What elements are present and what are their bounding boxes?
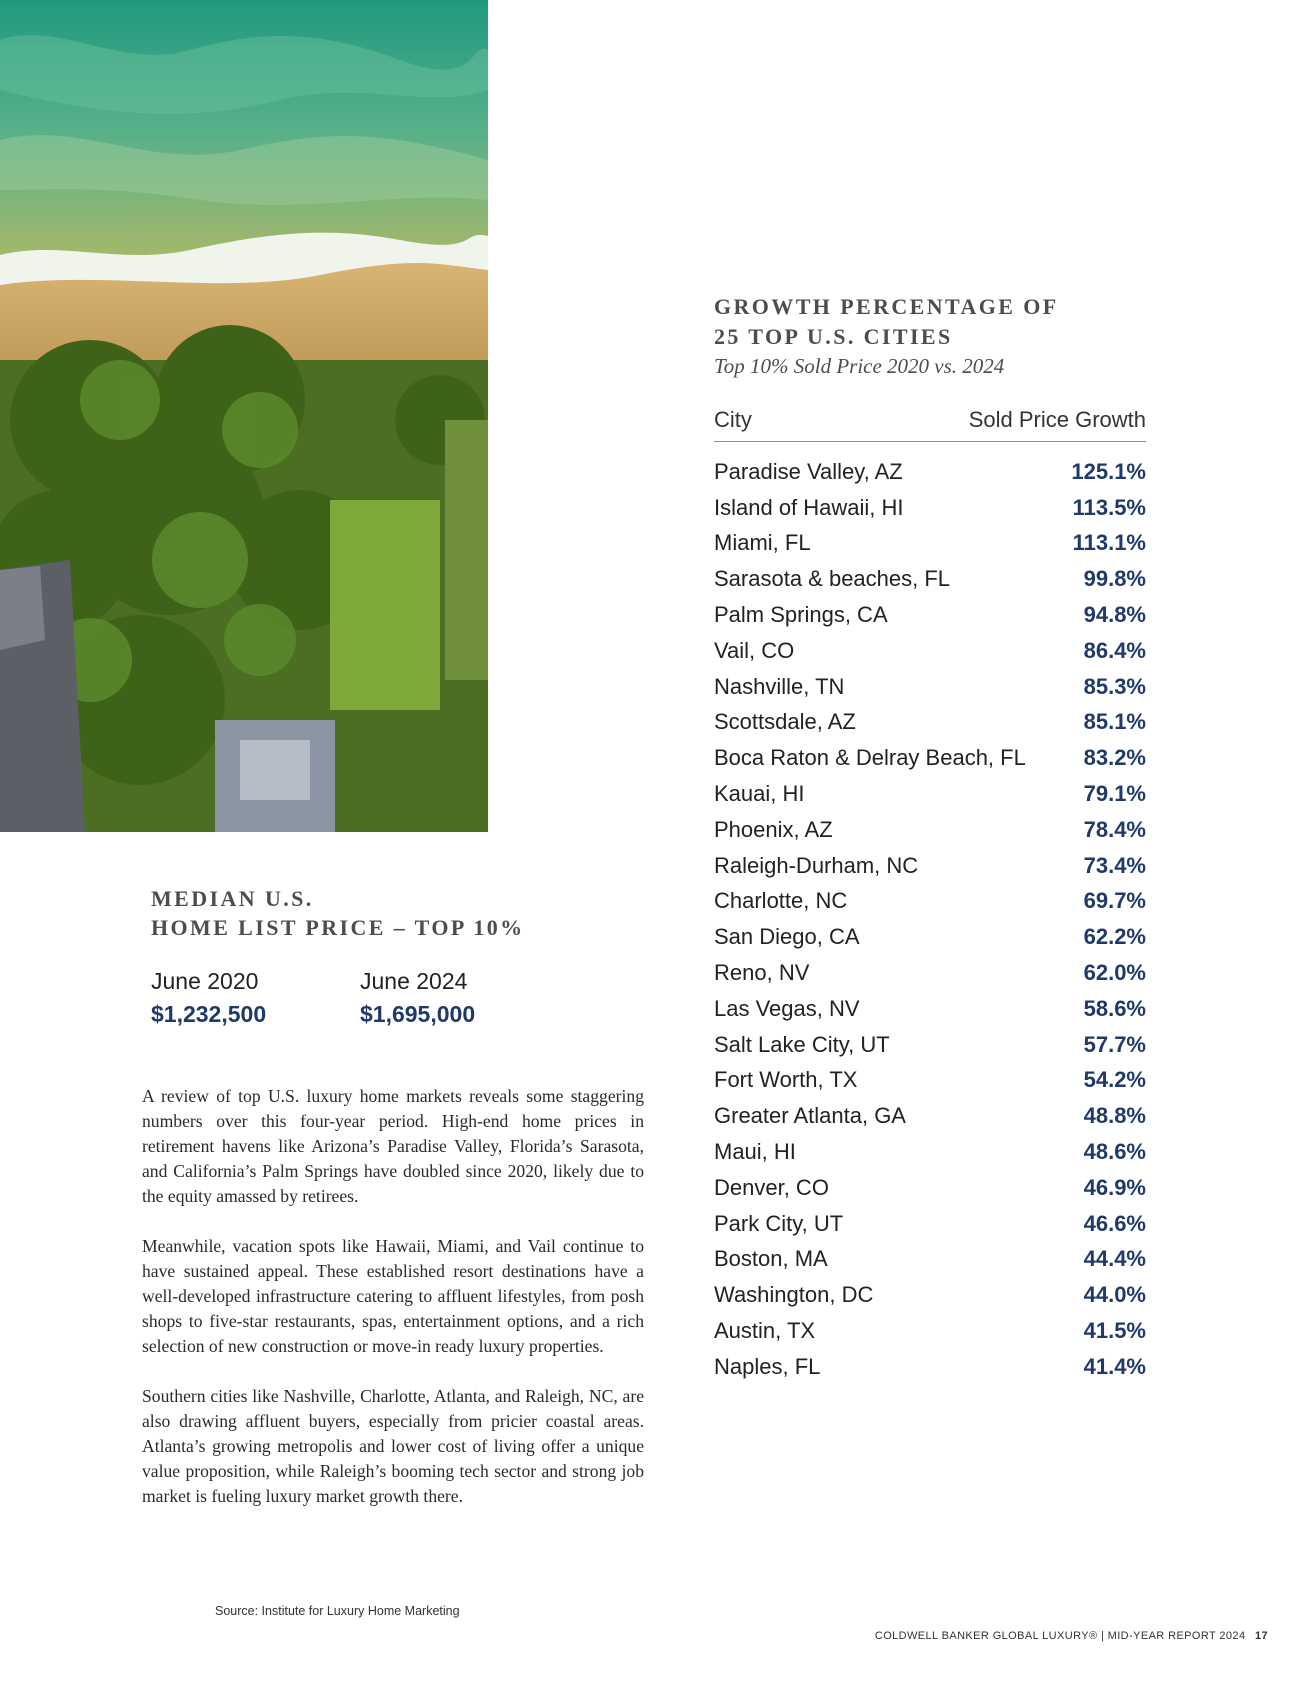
- body-text: [142, 1084, 644, 1534]
- growth-value: 46.6%: [1083, 1210, 1146, 1236]
- city-name: Salt Lake City, UT: [714, 1031, 890, 1057]
- median-price-section: [151, 884, 671, 1028]
- growth-value: 57.7%: [1083, 1031, 1146, 1057]
- table-row: [714, 1313, 1146, 1349]
- table-row: [714, 1206, 1146, 1242]
- table-row: [714, 1242, 1146, 1278]
- table-row: [714, 705, 1146, 741]
- footer-report: COLDWELL BANKER GLOBAL LUXURY® | MID-YEAR REPORT 2024: [874, 1630, 1246, 1642]
- price-2020-label: June 2020: [151, 968, 259, 994]
- table-row: [714, 884, 1146, 920]
- growth-value: 113.5%: [1072, 494, 1146, 520]
- paragraph-3: Southern cities like Nashville, Charlotte, Atlanta, and Raleigh, NC, are also drawing affluent buyers, especially from pricier coastal areas. Atlanta’s growing metropolis and lower cost of living offer a unique value proposition, while Raleigh’s booming tech sector and strong job market is fueling luxury market growth there.: [142, 1386, 644, 1506]
- table-row: [714, 776, 1146, 812]
- growth-value: 99.8%: [1083, 566, 1146, 592]
- city-name: Raleigh-Durham, NC: [714, 852, 919, 878]
- city-name: Paradise Valley, AZ: [714, 458, 903, 484]
- growth-value: 48.8%: [1083, 1103, 1146, 1129]
- growth-value: 86.4%: [1083, 637, 1146, 663]
- city-name: Kauai, HI: [714, 781, 805, 807]
- city-name: Miami, FL: [714, 530, 811, 556]
- city-name: Boca Raton & Delray Beach, FL: [714, 745, 1026, 771]
- table-row: [714, 669, 1146, 705]
- page-footer: [875, 1630, 1268, 1642]
- price-comparison: [151, 968, 671, 1028]
- price-2024-label: June 2024: [360, 968, 468, 994]
- growth-subtitle: Top 10% Sold Price 2020 vs. 2024: [714, 354, 1005, 378]
- table-row: [714, 1063, 1146, 1099]
- table-row: [714, 812, 1146, 848]
- growth-value: 69.7%: [1083, 888, 1146, 914]
- growth-value: 125.1%: [1071, 458, 1146, 484]
- city-name: Sarasota & beaches, FL: [714, 566, 951, 592]
- table-row: [714, 1134, 1146, 1170]
- column-city: City: [714, 407, 752, 432]
- table-row: [714, 740, 1146, 776]
- table-row: [714, 1170, 1146, 1206]
- median-title: [151, 884, 671, 942]
- growth-value: 78.4%: [1083, 816, 1146, 842]
- table-header: [714, 407, 1146, 442]
- paragraph-2: Meanwhile, vacation spots like Hawaii, Miami, and Vail continue to have sustained appeal. These established resort destinations have a well-developed infrastructure catering to affluent lifestyles, from posh shops to five-star restaurants, spas, entertainment options, and a rich selection of new construction or move-in ready luxury properties.: [142, 1236, 644, 1356]
- growth-value: 41.5%: [1083, 1318, 1146, 1344]
- paragraph-1: A review of top U.S. luxury home markets reveals some staggering numbers over this four-year period. High-end home prices in retirement havens like Arizona’s Paradise Valley, Florida’s Sarasota, and California’s Palm Springs have doubled since 2020, likely due to the equity amassed by retirees.: [142, 1086, 644, 1206]
- table-row: [714, 1027, 1146, 1063]
- growth-value: 46.9%: [1083, 1174, 1146, 1200]
- growth-value: 48.6%: [1083, 1139, 1146, 1165]
- table-row: [714, 991, 1146, 1027]
- growth-value: 62.0%: [1083, 960, 1146, 986]
- city-name: Las Vegas, NV: [714, 995, 860, 1021]
- growth-value: 83.2%: [1083, 745, 1146, 771]
- growth-rows: [714, 454, 1146, 1385]
- city-name: Scottsdale, AZ: [714, 709, 856, 735]
- median-title-line1: MEDIAN U.S.: [151, 886, 314, 911]
- growth-value: 62.2%: [1083, 924, 1146, 950]
- city-name: Phoenix, AZ: [714, 816, 833, 842]
- city-name: Park City, UT: [714, 1210, 844, 1236]
- growth-title-line1: GROWTH PERCENTAGE OF: [714, 294, 1059, 319]
- city-name: Reno, NV: [714, 960, 810, 986]
- median-title-line2: HOME LIST PRICE – TOP 10%: [151, 915, 525, 940]
- city-name: Vail, CO: [714, 637, 795, 663]
- growth-value: 73.4%: [1083, 852, 1146, 878]
- aerial-coast-photo: [0, 0, 488, 832]
- price-2024-value: $1,695,000: [360, 1001, 476, 1027]
- growth-value: 85.1%: [1083, 709, 1146, 735]
- city-name: Austin, TX: [714, 1318, 816, 1344]
- table-row: [714, 454, 1146, 490]
- city-name: Maui, HI: [714, 1139, 796, 1165]
- table-row: [714, 526, 1146, 562]
- growth-value: 54.2%: [1083, 1067, 1146, 1093]
- page-number: 17: [1254, 1630, 1268, 1642]
- growth-value: 44.4%: [1083, 1246, 1146, 1272]
- table-row: [714, 490, 1146, 526]
- growth-title: [714, 292, 1146, 352]
- city-name: Boston, MA: [714, 1246, 828, 1272]
- table-row: [714, 1277, 1146, 1313]
- city-name: Fort Worth, TX: [714, 1067, 858, 1093]
- growth-value: 79.1%: [1083, 781, 1146, 807]
- growth-value: 44.0%: [1083, 1282, 1146, 1308]
- growth-value: 113.1%: [1072, 530, 1146, 556]
- table-row: [714, 955, 1146, 991]
- growth-value: 58.6%: [1083, 995, 1146, 1021]
- column-growth: Sold Price Growth: [968, 407, 1146, 432]
- table-row: [714, 1098, 1146, 1134]
- city-name: Greater Atlanta, GA: [714, 1103, 906, 1129]
- growth-value: 85.3%: [1083, 673, 1146, 699]
- table-row: [714, 633, 1146, 669]
- source-note: Source: Institute for Luxury Home Marketing: [215, 1604, 460, 1618]
- growth-title-line2: 25 TOP U.S. CITIES: [714, 324, 953, 349]
- city-name: Washington, DC: [714, 1282, 874, 1308]
- price-2020-value: $1,232,500: [151, 1001, 267, 1027]
- table-row: [714, 1349, 1146, 1385]
- price-2024: [360, 968, 569, 1028]
- table-row: [714, 848, 1146, 884]
- city-name: Denver, CO: [714, 1174, 829, 1200]
- city-name: San Diego, CA: [714, 924, 860, 950]
- table-row: [714, 597, 1146, 633]
- growth-value: 94.8%: [1083, 602, 1146, 628]
- city-name: Charlotte, NC: [714, 888, 848, 914]
- city-name: Island of Hawaii, HI: [714, 494, 904, 520]
- city-name: Nashville, TN: [714, 673, 845, 699]
- growth-table-section: [714, 292, 1146, 1385]
- price-2020: [151, 968, 360, 1028]
- city-name: Naples, FL: [714, 1353, 821, 1379]
- growth-value: 41.4%: [1083, 1353, 1146, 1379]
- table-row: [714, 561, 1146, 597]
- table-row: [714, 919, 1146, 955]
- city-name: Palm Springs, CA: [714, 602, 888, 628]
